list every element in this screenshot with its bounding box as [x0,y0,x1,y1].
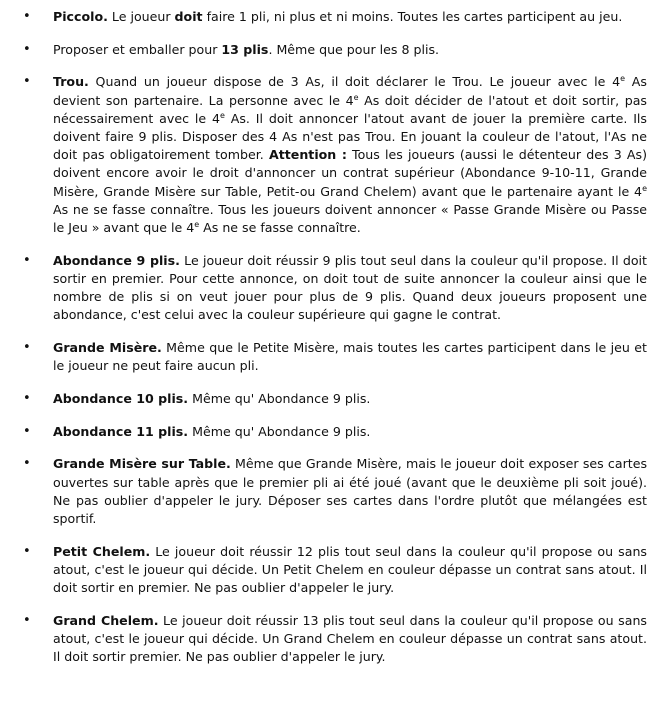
rule-item [0,73,647,237]
emphasis-text: doit [174,9,203,24]
rule-text: Proposer et emballer pour [53,41,222,57]
rule-title: Grande Misère. [53,340,162,356]
rule-text: Quand un joueur dispose de 3 As, il doit déclarer le Trou. Le joueur avec le 4 [88,74,621,90]
rule-text: Le joueur doit réussir 12 plis tout seul dans la couleur qu'il propose ou sans atout, c'est le joueur qui décide. Un Petit Chelem en couleur dépasse un contrat sans atout. Il doit sortir en premier. Ne pas oublier d'appeler le jury. [53,543,647,596]
ordinal-superscript: e [642,183,647,193]
bullet-icon: • [23,74,31,90]
rule-text: . Même que pour les 8 plis. [268,41,440,57]
rule-text: Le joueur doit réussir 13 plis tout seul dans la couleur qu'il propose ou sans atout, c'est le joueur qui décide. Un Grand Chelem en couleur dépasse un contrat sans atout. Il doit sortir premier. Ne pas oublier d'appeler le jury. [53,612,647,665]
rule-title: Abondance 9 plis. [53,252,180,268]
bullet-icon: • [23,41,31,57]
rule-title: Abondance 11 plis. [53,423,189,439]
rule-text: Le joueur doit réussir 9 plis tout seul dans la couleur qu'il propose. Il doit sortir en premier. Pour cette annonce, on doit tout de suite annoncer la couleur ainsi que le nombre de plis si on veut jouer pour plus de 9 plis. Quand deux joueurs proposent une abondance, c'est celui avec la couleur supérieure qui gagne le contrat. [53,252,647,323]
rule-item [0,612,647,667]
bullet-icon: • [23,252,31,268]
rule-title: Grand Chelem. [53,612,159,628]
rule-text: Même que Grande Misère, mais le joueur doit exposer ses cartes ouvertes sur table après que le premier pli ai été joué (avant que le deuxième pli soit joué). Ne pas oublier d'appeler le jury. Déposer ses cartes dans l'ordre plutôt que mélangées est sportif. [53,456,648,526]
rule-text: As doit décider de l'atout et doit sortir, pas nécessairement avec le 4 [53,92,647,126]
emphasis-text: 13 plis [221,41,269,57]
ordinal-superscript: e [353,92,359,102]
rule-text: faire 1 pli, ni plus et ni moins. Toutes les cartes participent au jeu. [202,9,623,24]
ordinal-superscript: e [194,220,200,230]
ordinal-superscript: e [620,74,626,84]
rule-item [0,339,647,375]
bullet-icon: • [23,423,31,439]
rule-item [0,8,647,26]
rules-list [0,8,647,666]
rule-item [0,41,647,59]
rule-title: Trou. [53,74,89,90]
bullet-icon: • [23,543,31,559]
rule-title: Abondance 10 plis. [53,390,189,406]
rule-item [0,543,647,598]
emphasis-text: Attention : [269,147,347,163]
bullet-icon: • [23,9,31,24]
rule-title: Petit Chelem. [53,543,151,559]
rule-item [0,390,647,408]
ordinal-superscript: e [219,110,225,120]
rule-text: As ne se fasse connaître. Tous les joueurs doivent annoncer « Passe Grande Misère ou Passe le Jeu » avant que le 4 [53,201,647,236]
rule-title: Piccolo. [53,9,108,24]
rule-title: Grande Misère sur Table. [53,456,231,472]
rule-text: Le joueur [107,9,175,24]
rule-text: Même qu' Abondance 9 plis. [188,390,371,406]
rule-item [0,252,647,325]
bullet-icon: • [23,456,31,472]
bullet-icon: • [23,612,31,628]
bullet-icon: • [23,340,31,356]
rule-text: Tous les joueurs (aussi le détenteur des 3 As) doivent encore avoir le droit d'annoncer un contrat supérieur (Abondance 9-10-11, Grande Misère, Grande Misère sur Table, Petit-ou Grand Chelem) avant que le partenaire ayant le 4 [53,147,648,199]
rule-text: Même qu' Abondance 9 plis. [188,423,371,439]
rule-item [0,455,647,528]
rule-item [0,423,647,441]
rule-text: As. Il doit annoncer l'atout avant de jouer la première carte. Ils doivent faire 9 plis. Disposer des 4 As n'est pas Trou. En jouant la couleur de l'atout, l'As ne doit pas obligatoirement tomber. [53,110,647,163]
rule-text: As devient son partenaire. La personne avec le 4 [53,74,647,108]
bullet-icon: • [23,390,31,406]
rule-text: Même que le Petite Misère, mais toutes les cartes participent dans le jeu et le joueur ne peut faire aucun pli. [53,340,647,374]
rule-text: As ne se fasse connaître. [199,220,361,236]
